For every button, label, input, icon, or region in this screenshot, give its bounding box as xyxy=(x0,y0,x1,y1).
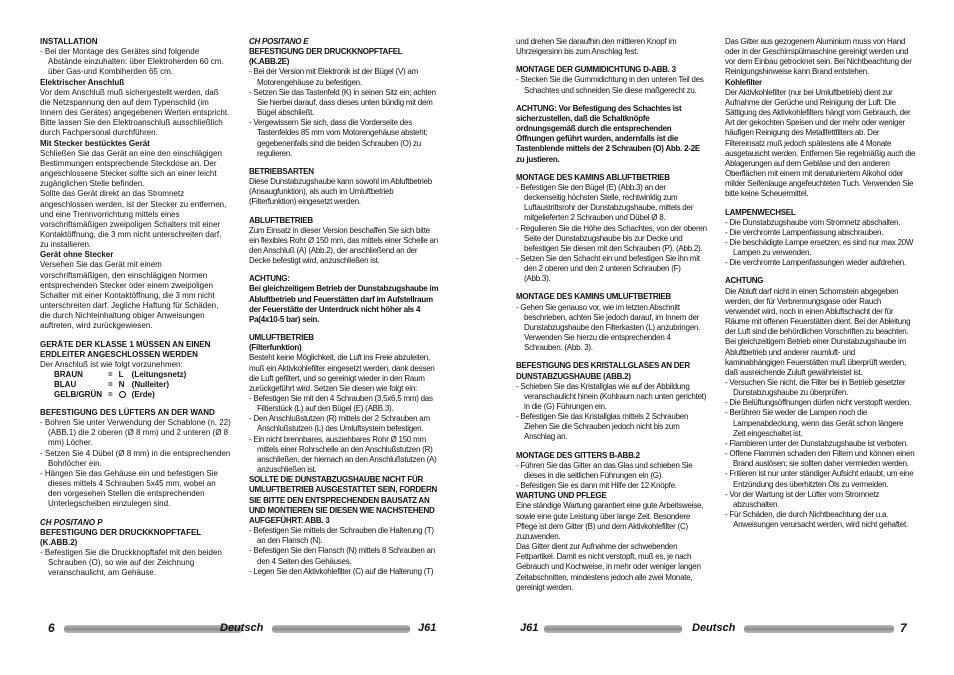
class1-heading: GERÄTE DER KLASSE 1 MÜSSEN AN EINEN ERDLEITER ANGESCHLOSSEN WERDEN xyxy=(40,339,211,359)
wire-eq: = xyxy=(108,390,113,399)
lampen-item-4: - Die verchromte Lampenfassungen wieder aufdrehen. xyxy=(725,258,906,268)
footer-language-left: Deutsch xyxy=(220,622,264,634)
installation-heading: INSTALLATION xyxy=(40,37,98,46)
achtung4-item-6: - Fritieren ist nur unter ständiger Aufsicht erlaubt, um eine Entzündung des überhitzten Öls zu vermeiden. xyxy=(725,469,914,489)
col3-intro: und drehen Sie daraufhin den mittleren Knopf im Uhrzeigersinn bis zum Anschlag fest. xyxy=(516,37,677,57)
wire-table xyxy=(54,370,192,400)
achtung4-text: Die Abluft darf nicht in einen Schornstein abgegeben werden, der für Verbrennungsgase oder Rauch verwendet wird, noch in einen Abluftschacht der für Räume mit offenen Feuerstätten dient. Bei der Ableitung der Luft sind die behördlichen Vorschriften zu beachten. Bei gleichzeitigem Betrieb einer Dunstabzugshaube im Abluftbetrieb und anderer raumluft- und kaminabhängigen Feuerstätten muß überprüft werden, daß ausreichende Zuluft gewährleistet ist. xyxy=(725,286,911,377)
wartung-heading: WARTUNG UND PFLEGE xyxy=(516,491,607,501)
chp-heading: CH POSITANO P xyxy=(40,517,103,527)
sollte-item-3: - Legen Sie den Aktivkohlefilter (C) auf die Halterung (T) xyxy=(249,566,434,576)
installation-item: - Bei der Montage des Gerätes sind folgende Abstände einzuhalten: über Elektroherden 60 cm. über Gas-und Kombiherden 65 cm. xyxy=(40,47,224,77)
wire-desc: (Leitungsnetz) xyxy=(131,370,187,379)
che-item-1: - Bei der Version mit Elektronik ist der Bügel (V) am Motorengehäuse zu befestigen. xyxy=(249,67,419,87)
umluft-item-1: - Befestigen Sie mit den 4 Schrauben (3,5x6,5 mm) das Filtierstück (L) auf den Bügel (E) (ABB.3). xyxy=(249,394,433,414)
gitter-item-1: - Führen Sie das Gitter an das Glas und schieben Sie dieses in die seitlichen Führungen ein (G). xyxy=(516,460,693,480)
page-number-right: 7 xyxy=(900,621,907,635)
wire-row xyxy=(54,380,192,390)
kamin-um-item: - Gehen Sie genauso vor, wie im letzten Abschnitt beschrieben, achten Sie jedoch darauf, im Innern der Dunstabzugshaube den Filterkasten (L) anzubringen. Verwenden Sie hierzu die entsprechenden 4 Schrauben. (Abb. 3). xyxy=(516,302,701,353)
page-number-left: 6 xyxy=(48,621,55,635)
che-sub: BEFESTIGUNG DER DRUCKKNOPFTAFEL (K.ABB.2E) xyxy=(249,47,403,67)
footer-bar xyxy=(744,625,894,633)
umluft-item-3: - Ein nicht brennbares, ausziehbares Rohr Ø 150 mm mittels einer Rohrschelle an den Anschlußstutzen (R) anschließen, der hiernach an den Anschlußstutzen (A) anzuschließen ist. xyxy=(249,434,437,475)
footer-bar xyxy=(544,625,682,633)
umluft-heading: UMLUFTBETRIEB xyxy=(249,333,314,343)
chp-item: - Befestigen Sie die Druckknopftafel mit den beiden Schrauben (O), so wie auf der Zeichnung veranschaulicht, am Gehäuse. xyxy=(40,548,222,578)
column-3 xyxy=(516,37,707,593)
achtung-schacht-text: ACHTUNG: Vor Befestigung des Schachtes ist sicherzustellen, daß die Schaltknöpfe ordnungsgemäß durch die entsprechenden Öffnungen geführt wurden, andernfalls ist die Tastenblende mittels der 2 Schrauben (O) Abb. 2-2E zu justieren. xyxy=(516,103,700,164)
wire-code xyxy=(119,390,132,400)
footer-model-left: J61 xyxy=(418,622,437,634)
che-item-2: - Setzen Sie das Tastenfeld (K) in seinen Sitz ein; achten Sie hierbei darauf, dass dieses unten bündig mit dem Bügel abschließt. xyxy=(249,87,436,118)
wire-eq: = xyxy=(108,370,113,379)
umluft-text: Besteht keine Möglichkeit, die Luft ins Freie abzuleiten, muß ein Aktivkohlefilter eingesetzt werden, dank dessen die Luft gefiltert, und so gereinigt wieder in den Raum zurückgeführt wird. Setzen Sie diesen wie folgt ein: xyxy=(249,353,435,393)
achtung4-item-4: - Flambieren unter der Dunstabzugshaube ist verboten. xyxy=(725,438,908,448)
elec-heading: Elektrischer Anschluß xyxy=(40,77,125,87)
abluft-text: Zum Einsatz in dieser Version beschaffen Sie sich bitte ein flexibles Rohr Ø 150 mm, das mittels einer Schelle an den Anschluß (A) (Abb.2), der anschließend an der Decke befestigt wird, anzuschließen ist. xyxy=(249,225,438,266)
kamin-ab-item-2: - Regulieren Sie die Höhe des Schachtes, von der oberen Seite der Dunstabzugshaube bis zur Decke und befestigen Sie diesen mit den Schrauben (P). (Abb.2). xyxy=(516,223,707,253)
fans-heading: BEFESTIGUNG DES LÜFTERS AN DER WAND xyxy=(40,408,215,417)
achtung4-item-3: - Berühren Sie weder die Lampen noch die Lampenabdeckung, wenn das Gerät schon längere Zeit eingeschaltet ist. xyxy=(725,408,904,438)
ground-icon xyxy=(119,391,126,398)
abluft-heading: ABLUFTBETRIEB xyxy=(249,215,313,225)
kohle-heading: Kohlefilter xyxy=(725,77,762,87)
kristall-heading: BEFESTIGUNG DES KRISTALLGLASES AN DER DUNSTABZUGSHAUBE (ABB.2) xyxy=(516,361,690,381)
kamin-ab-heading: MONTAGE DES KAMINS ABLUFTBETRIEB xyxy=(516,172,670,182)
sollte-text: SOLLTE DIE DUNSTABZUGSHAUBE NICHT FÜR UMLUFTBETRIEB AUSGESTATTET SEIN, FORDERN SIE BITTE DEN ENTSPRECHENDEN BAUSATZ AN UND MONTIEREN SIE DIESEN WIE NACHSTEHEND AUFGEFÜHRT: ABB. 3 xyxy=(249,475,438,525)
wartung-text-2: Das Gitter dient zur Aufnahme der schwebenden Fettpartikel. Damit es nicht verstopft, muß es, je nach Gebrauch und Kochweise, in mehr oder weniger langen Zeitabschnitten, mindestens jedoch alle zwei Monate, gereinigt werden. xyxy=(516,542,701,592)
plug-text-1: Schließen Sie das Gerät an eine den einschlägigen Bestimmungen entsprechende Steckdose an. Der angeschlossene Stecker sollte sich an einer leicht zugänglichen Stelle befinden. xyxy=(40,148,222,189)
elec-text: Vor dem Anschluß muß sichergestellt werden, daß die Netzspannung den auf dem Typenschild (im Innern des Gerätes) angegebenen Werten entspricht. Bitte lassen Sie den Elektroanschluß ausschließlich durch Fachpersonal durchführen. xyxy=(40,87,230,138)
achtung4-item-8: - Für Schäden, die durch Nichtbeachtung der u.a. Anweisungen verursacht werden, wird nicht gehaftet. xyxy=(725,510,908,530)
footer-bar xyxy=(272,625,410,633)
kristall-item-2: - Befestigen Sie das Kristallglas mittels 2 Schrauben Ziehen Sie die Schrauben jedoch nicht bis zum Anschlag an. xyxy=(516,412,689,442)
fans-item-3: - Hängen Sie das Gehäuse ein und befestigen Sie dieses mittels 4 Schrauben 5x45 mm, wobei an den vorgesehen Stellen die entsprechenden Unterlegscheiben einzulegen sind. xyxy=(40,468,218,509)
footer-left xyxy=(40,620,438,636)
gitter-heading: MONTAGE DES GITTERS B-ABB.2 xyxy=(516,450,640,460)
betrieb-heading: BETRIEBSARTEN xyxy=(249,166,314,176)
plug-text-2: Sollte das Gerät direkt an das Stromnetz angeschlossen werden, ist der Stecker zu entfernen, und eine Trennvorrichtung mittels eines vorschriftsmäßigen zweipoligen Schalters mit einer Kontaktöffnung, die 3 mm nicht unterschreiten darf, zu installieren. xyxy=(40,189,227,250)
wire-eq: = xyxy=(108,380,113,389)
kamin-ab-item-3: - Setzen Sie den Schacht ein und befestigen Sie ihn mit den 2 oberen und den 2 unteren Schrauben (F) (Abb.3). xyxy=(516,253,700,284)
kohle-text: Der Aktivkohlefilter (nur bei Umluftbetrieb) dient zur Aufnahme der Gerüche und Reinigung der Luft. Die Sättigung des Aktivkohlefilters hängt vom Gebrauch, der Art der gekochten Speisen und der mehr oder weniger häufigen Reinigung des Metallfettfilters ab. Der Filtereinsatz muß jedoch spätestens alle 4 Monate ausgetauscht werden. Entfernen Sie regelmäßig auch die Ablagerungen auf dem Gebläse und den anderen Oberflächen mit einem mit denaturiertem Alkohol oder milder Seifenlauge angefeuchteten Tuch. Verwenden Sie bitte keine Scheuermittel. xyxy=(725,87,916,199)
footer-language-right: Deutsch xyxy=(692,622,736,634)
column-1 xyxy=(40,37,231,579)
footer-right xyxy=(516,620,916,636)
che-item-3: - Vergewissern Sie sich, dass die Vorderseite des Tastenfeldes 85 mm vom Motorengehäuse absteht; gegebenenfalls sind die beiden Schrauben (O) zu regulieren. xyxy=(249,118,428,158)
wartung-text-1: Eine ständige Wartung garantiert eine gute Arbeitsweise, sowie eine gute Leistung über lange Zeit. Besondere Pflege ist dem Gitter (B) und dem Aktivkohlefilter (C) zuzuwenden. xyxy=(516,501,704,541)
achtung4-item-2: - Die Belüftungsöffnungen dürfen nicht verstopft werden. xyxy=(725,398,911,408)
gitter-item-2: - Befestigen Sie es dann mit Hilfe der 12 Knöpfe. xyxy=(516,481,677,491)
footer-bar xyxy=(64,625,242,633)
fans-item-2: - Setzen Sie 4 Dübel (Ø 8 mm) in die entsprechenden Bohrlöcher ein. xyxy=(40,448,231,468)
fans-item-1: - Bohren Sie unter Verwendung der Schablone (n. 22) (ABB.1) die 2 oberen (Ø 8 mm) und 2 unteren (Ø 8 mm) Löcher. xyxy=(40,418,231,448)
chp-sub: BEFESTIGUNG DER DRUCKKNOPFTAFEL (K.ABB.2) xyxy=(40,527,202,547)
column-2 xyxy=(249,37,439,577)
footer-model-right: J61 xyxy=(520,622,539,634)
kamin-ab-item-1: - Befestigen Sie den Bügel (E) (Abb.3) an der deckenseitig höchsten Stelle, rechtwinklig zum Luftaustrittsrohr der Dunstabzugshaube, mittels der mitgelieferten 2 Schrauben und Dübel Ø 8. xyxy=(516,182,694,223)
wire-desc: (Nulleiter) xyxy=(131,380,170,389)
lampen-item-2: - Die verchromte Lampenfassung abschrauben. xyxy=(725,227,884,237)
betrieb-text: Diese Dunstabzugshaube kann sowohl im Abluftbetrieb (Ansaugfunktion), als auch im Umluftbetrieb (Filterfunktion) eingesetzt werden. xyxy=(249,177,432,207)
achtung4-item-7: - Vor der Wartung ist der Lüfter vom Stromnetz abzuschalten. xyxy=(725,489,880,509)
achtung4-heading: ACHTUNG xyxy=(725,276,764,286)
achtung-text: Bei gleichzeitigem Betrieb der Dunstabzugshaube im Abluftbetrieb und Feuerstätten darf im Aufstellraum der Feuerstätte der Unterdruck nicht höher als 4 Pa(4x10-5 bar) sein. xyxy=(249,284,439,324)
umluft-sub: (Filterfunktion) xyxy=(249,343,302,353)
wire-color: GELB/GRÜN xyxy=(54,390,102,399)
class1-text: Der Anschluß ist wie folgt vorzunehmen: xyxy=(40,359,183,369)
noplug-text: Versehen Sie das Gerät mit einem vorschriftsmäßigen, den einschlägigen Normen entsprechenden Stecker oder einem zweipoligen Schalter mit einer Kontaktöffnung, die 3 mm nicht unterschreiten darf. Jegliche Haftung für Schäden, die durch Nichteinhaltung obiger Anweisungen auftreten, wird zurückgewiesen. xyxy=(40,260,219,331)
noplug-heading: Gerät ohne Stecker xyxy=(40,250,114,260)
che-heading: CH POSITANO E xyxy=(249,37,309,46)
sollte-item-2: - Befestigen Sie den Flansch (N) mittels 8 Schrauben an den 4 Seiten des Gehäuses. xyxy=(249,546,435,566)
achtung-heading: ACHTUNG: xyxy=(249,274,290,284)
kristall-item-1: - Schieben Sie das Kristallglas wie auf der Abbildung veranschaulicht hinein (Kohlraum nach unten gerichtet) in die (G) Führungen ein. xyxy=(516,381,707,411)
kamin-um-heading: MONTAGE DES KAMINS UMLUFTBETRIEB xyxy=(516,292,671,302)
col4-intro: Das Gitter aus gezogenem Aluminium muss von Hand oder in der Geschirrspülmaschine gereinigt werden und vor dem Einbau getrocknet sein. Bei Nichtbeachtung der Reinigungshinweise kann Brand entstehen. xyxy=(725,37,912,77)
wire-desc: (Erde) xyxy=(131,390,155,399)
lampen-item-1: - Die Dunstabzugshaube vom Stromnetz abschalten. xyxy=(725,217,901,227)
sollte-item-1: - Befestigen Sie mittels der Schrauben die Halterung (T) an den Flansch (N). xyxy=(249,526,434,546)
lampen-item-3: - Die beschädigte Lampe ersetzen; es sind nur max 20W Lampen zu verwenden. xyxy=(725,237,914,258)
wire-code: L xyxy=(118,370,124,379)
wire-code: N xyxy=(118,380,125,389)
gummi-heading: MONTAGE DER GUMMIDICHTUNG D-ABB. 3 xyxy=(516,65,676,75)
achtung4-item-5: - Offene Flammen schaden den Filtern und können einen Brand auslösen; sie sollten daher vermieden werden. xyxy=(725,449,915,469)
achtung4-item-1: - Versuchen Sie nicht, die Filter bei in Betrieb gesetzter Dunstabzugshaube zu überprüfen. xyxy=(725,378,906,398)
umluft-item-2: - Den Anschlußstutzen (R) mittels der 2 Schrauben am Anschlußstutzen (L) des Umluftsystem befestigen. xyxy=(249,414,430,434)
column-4 xyxy=(725,37,916,530)
gummi-item: - Stecken Sie die Gummidichtung in den unteren Teil des Schachtes und schneiden Sie diese maßgerecht zu. xyxy=(516,75,704,95)
wire-color: BRAUN xyxy=(54,370,83,379)
wire-row xyxy=(54,370,192,380)
wire-color: BLAU xyxy=(54,380,77,389)
wire-row xyxy=(54,390,192,400)
lampen-heading: LAMPENWECHSEL xyxy=(725,207,796,217)
plug-heading: Mit Stecker bestücktes Gerät xyxy=(40,138,150,148)
